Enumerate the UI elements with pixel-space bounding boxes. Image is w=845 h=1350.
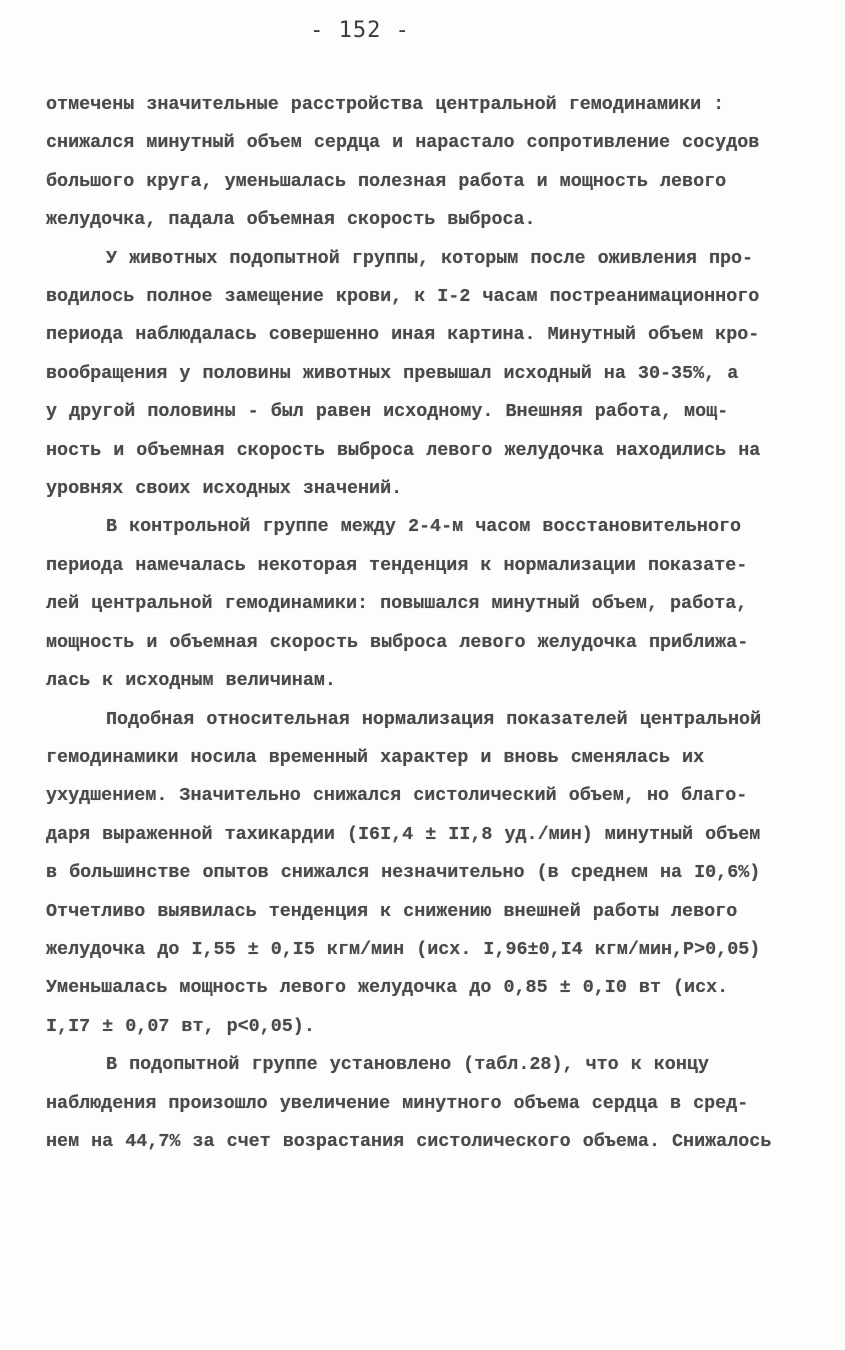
paragraph-4 <box>46 701 801 1047</box>
text-line: Отчетливо выявилась тенденция к снижению внешней работы левого <box>46 900 738 922</box>
text-line: большого круга, уменьшалась полезная работа и мощность левого <box>46 170 727 192</box>
paragraph-5 <box>46 1046 801 1161</box>
text-line: снижался минутный объем сердца и нарастало сопротивление сосудов <box>46 132 760 154</box>
text-line: мощность и объемная скорость выброса левого желудочка приближа- <box>46 631 749 653</box>
text-line: уровнях своих исходных значений. <box>46 478 403 500</box>
text-line: У животных подопытной группы, которым после оживления про- <box>106 247 754 269</box>
text-line: водилось полное замещение крови, к I-2 часам постреанимационного <box>46 286 760 308</box>
text-line: наблюдения произошло увеличение минутного объема сердца в сред- <box>46 1092 749 1114</box>
text-line: Подобная относительная нормализация показателей центральной <box>106 708 762 730</box>
text-line: в большинстве опытов снижался незначительно (в среднем на I0,6%) <box>46 862 761 884</box>
text-line: гемодинамики носила временный характер и вновь сменялась их <box>46 746 705 768</box>
text-line: периода наблюдалась совершенно иная картина. Минутный объем кро- <box>46 324 760 346</box>
text-line: В подопытной группе установлено (табл.28), что к концу <box>106 1054 709 1076</box>
text-line: периода намечалась некоторая тенденция к нормализации показате- <box>46 554 748 576</box>
text-line: Уменьшалась мощность левого желудочка до 0,85 ± 0,I0 вт (исх. <box>46 977 729 999</box>
text-line: ность и объемная скорость выброса левого желудочка находились на <box>46 439 761 461</box>
paragraph-2 <box>46 240 801 509</box>
paragraph-3 <box>46 508 801 700</box>
text-line: ухудшением. Значительно снижался систолический объем, но благо- <box>46 785 748 807</box>
text-line: желудочка до I,55 ± 0,I5 кгм/мин (исх. I,96±0,I4 кгм/мин,P>0,05) <box>46 938 761 960</box>
text-line: лась к исходным величинам. <box>46 670 336 692</box>
text-line: нем на 44,7% за счет возрастания систолического объема. Снижалось <box>46 1130 772 1152</box>
text-line: I,I7 ± 0,07 вт, p<0,05). <box>46 1015 315 1037</box>
text-line: вообращения у половины животных превышал исходный на 30-35%, а <box>46 362 739 384</box>
paragraph-1 <box>46 86 801 240</box>
text-line: отмечены значительные расстройства центральной гемодинамики : <box>46 94 725 115</box>
page-number: - 152 - <box>310 18 410 43</box>
text-line: В контрольной группе между 2-4-м часом восстановительного <box>106 516 742 538</box>
text-line: у другой половины - был равен исходному. Внешняя работа, мощ- <box>46 401 729 423</box>
text-line: лей центральной гемодинамики: повышался минутный объем, работа, <box>46 593 748 615</box>
text-line: желудочка, падала объемная скорость выброса. <box>46 209 536 231</box>
document-body <box>46 86 801 1161</box>
text-line: даря выраженной тахикардии (I6I,4 ± II,8 уд./мин) минутный объем <box>46 823 761 845</box>
